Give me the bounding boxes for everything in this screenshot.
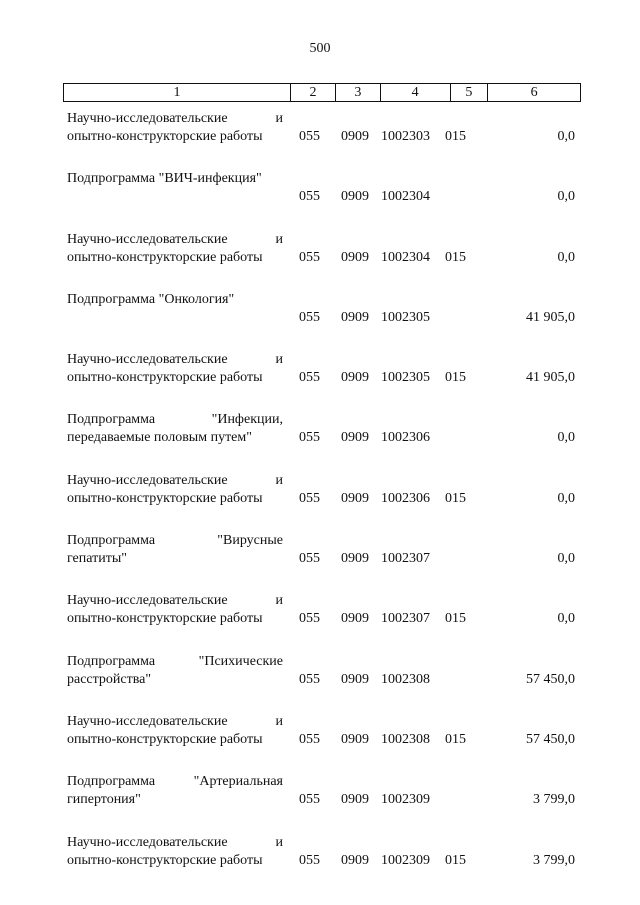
description-line-1: Научно-исследовательские и — [67, 111, 283, 126]
cell-ministry: 055 — [299, 490, 320, 506]
cell-section: 0909 — [341, 490, 369, 506]
cell-amount: 0,0 — [557, 490, 575, 506]
table-row — [63, 409, 581, 469]
cell-expense-type: 015 — [445, 370, 466, 386]
cell-amount: 41 905,0 — [526, 370, 575, 386]
row-description — [67, 231, 283, 267]
cell-target: 1002305 — [381, 309, 430, 325]
cell-target: 1002306 — [381, 490, 430, 506]
description-line-2: опытно-конструкторские работы — [67, 249, 263, 265]
cell-section: 0909 — [341, 731, 369, 747]
page-number: 500 — [309, 41, 331, 56]
row-description — [67, 170, 283, 188]
row-description — [67, 351, 283, 387]
description-line-2: Подпрограмма "ВИЧ-инфекция" — [67, 171, 262, 187]
cell-amount: 0,0 — [557, 189, 575, 205]
cell-ministry: 055 — [299, 189, 320, 205]
description-line-1: Научно-исследовательские и — [67, 713, 283, 729]
cell-amount: 0,0 — [557, 129, 575, 144]
cell-section: 0909 — [341, 370, 369, 386]
row-description — [67, 532, 283, 568]
table-header — [63, 83, 581, 102]
cell-section: 0909 — [341, 430, 369, 446]
table-body — [63, 108, 581, 892]
table-row — [63, 590, 581, 650]
table-row — [63, 168, 581, 228]
cell-ministry: 055 — [299, 129, 320, 144]
cell-ministry: 055 — [299, 852, 320, 868]
description-line-2: опытно-конструкторские работы — [67, 611, 263, 627]
cell-section: 0909 — [341, 249, 369, 265]
table-row — [63, 470, 581, 530]
description-line-1: Научно-исследовательские и — [67, 834, 283, 850]
cell-target: 1002304 — [381, 249, 430, 265]
cell-amount: 57 450,0 — [526, 671, 575, 687]
cell-section: 0909 — [341, 792, 369, 808]
cell-target: 1002308 — [381, 671, 430, 687]
description-line-2: Подпрограмма "Онкология" — [67, 291, 235, 307]
header-col-4: 4 — [381, 84, 451, 101]
cell-target: 1002304 — [381, 189, 430, 205]
cell-amount: 0,0 — [557, 551, 575, 567]
description-line-2: гепатиты" — [67, 551, 127, 567]
description-line-1: Научно-исследовательские и — [67, 472, 283, 488]
table-row — [63, 530, 581, 590]
cell-amount: 0,0 — [557, 249, 575, 265]
cell-section: 0909 — [341, 671, 369, 687]
description-line-1: Научно-исследовательские и — [67, 352, 283, 368]
description-line-2: расстройства" — [67, 671, 152, 687]
cell-expense-type: 015 — [445, 731, 466, 747]
cell-target: 1002309 — [381, 792, 430, 808]
cell-target: 1002305 — [381, 370, 430, 386]
table-row — [63, 108, 581, 168]
table-row — [63, 651, 581, 711]
cell-amount: 57 450,0 — [526, 731, 575, 747]
cell-expense-type: 015 — [445, 249, 466, 265]
cell-amount: 0,0 — [557, 430, 575, 446]
description-line-2: опытно-конструкторские работы — [67, 370, 263, 386]
row-description — [67, 472, 283, 508]
cell-amount: 3 799,0 — [533, 792, 575, 808]
cell-section: 0909 — [341, 189, 369, 205]
table-row — [63, 771, 581, 831]
row-description — [67, 653, 283, 689]
row-description — [67, 773, 283, 809]
description-line-2: опытно-конструкторские работы — [67, 731, 263, 747]
description-line-2: передаваемые половым путем" — [67, 430, 252, 446]
description-line-1: Подпрограмма "Артериальная — [67, 774, 283, 790]
cell-section: 0909 — [341, 852, 369, 868]
description-line-1: Научно-исследовательские и — [67, 593, 283, 609]
cell-ministry: 055 — [299, 731, 320, 747]
cell-ministry: 055 — [299, 671, 320, 687]
cell-ministry: 055 — [299, 611, 320, 627]
table-row — [63, 289, 581, 349]
description-line-1: Подпрограмма "Психические — [67, 653, 283, 669]
cell-ministry: 055 — [299, 792, 320, 808]
cell-target: 1002309 — [381, 852, 430, 868]
header-col-6: 6 — [530, 85, 538, 100]
description-line-2: опытно-конструкторские работы — [67, 490, 263, 506]
cell-amount: 41 905,0 — [526, 309, 575, 325]
description-line-1: Подпрограмма "Вирусные — [67, 533, 283, 549]
header-col-3: 3 — [336, 84, 381, 101]
description-line-2: опытно-конструкторские работы — [67, 852, 263, 868]
cell-expense-type: 015 — [445, 611, 466, 627]
description-line-1: Подпрограмма "Инфекции, — [67, 412, 283, 428]
cell-ministry: 055 — [299, 430, 320, 446]
cell-section: 0909 — [341, 551, 369, 567]
cell-section: 0909 — [341, 611, 369, 627]
row-description — [67, 713, 283, 749]
header-col-5: 5 — [451, 84, 489, 101]
header-col-2: 2 — [291, 84, 336, 101]
table-row — [63, 349, 581, 409]
cell-ministry: 055 — [299, 551, 320, 567]
cell-target: 1002308 — [381, 731, 430, 747]
cell-amount: 0,0 — [557, 611, 575, 627]
header-col-1: 1 — [64, 84, 291, 101]
cell-expense-type: 015 — [445, 490, 466, 506]
cell-expense-type: 015 — [445, 129, 466, 144]
table-row — [63, 711, 581, 771]
row-description — [67, 592, 283, 628]
cell-expense-type: 015 — [445, 852, 466, 868]
row-description — [67, 110, 283, 146]
cell-section: 0909 — [341, 129, 369, 144]
description-line-2: гипертония" — [67, 792, 141, 808]
cell-target: 1002306 — [381, 430, 430, 446]
row-description — [67, 834, 283, 870]
cell-ministry: 055 — [299, 370, 320, 386]
cell-target: 1002303 — [381, 129, 430, 144]
cell-target: 1002307 — [381, 551, 430, 567]
row-description — [67, 291, 283, 309]
cell-ministry: 055 — [299, 309, 320, 325]
cell-section: 0909 — [341, 309, 369, 325]
description-line-2: опытно-конструкторские работы — [67, 129, 263, 144]
table-row — [63, 832, 581, 892]
row-description — [67, 411, 283, 447]
cell-ministry: 055 — [299, 249, 320, 265]
table-row — [63, 229, 581, 289]
cell-amount: 3 799,0 — [533, 852, 575, 868]
description-line-1: Научно-исследовательские и — [67, 231, 283, 247]
cell-target: 1002307 — [381, 611, 430, 627]
